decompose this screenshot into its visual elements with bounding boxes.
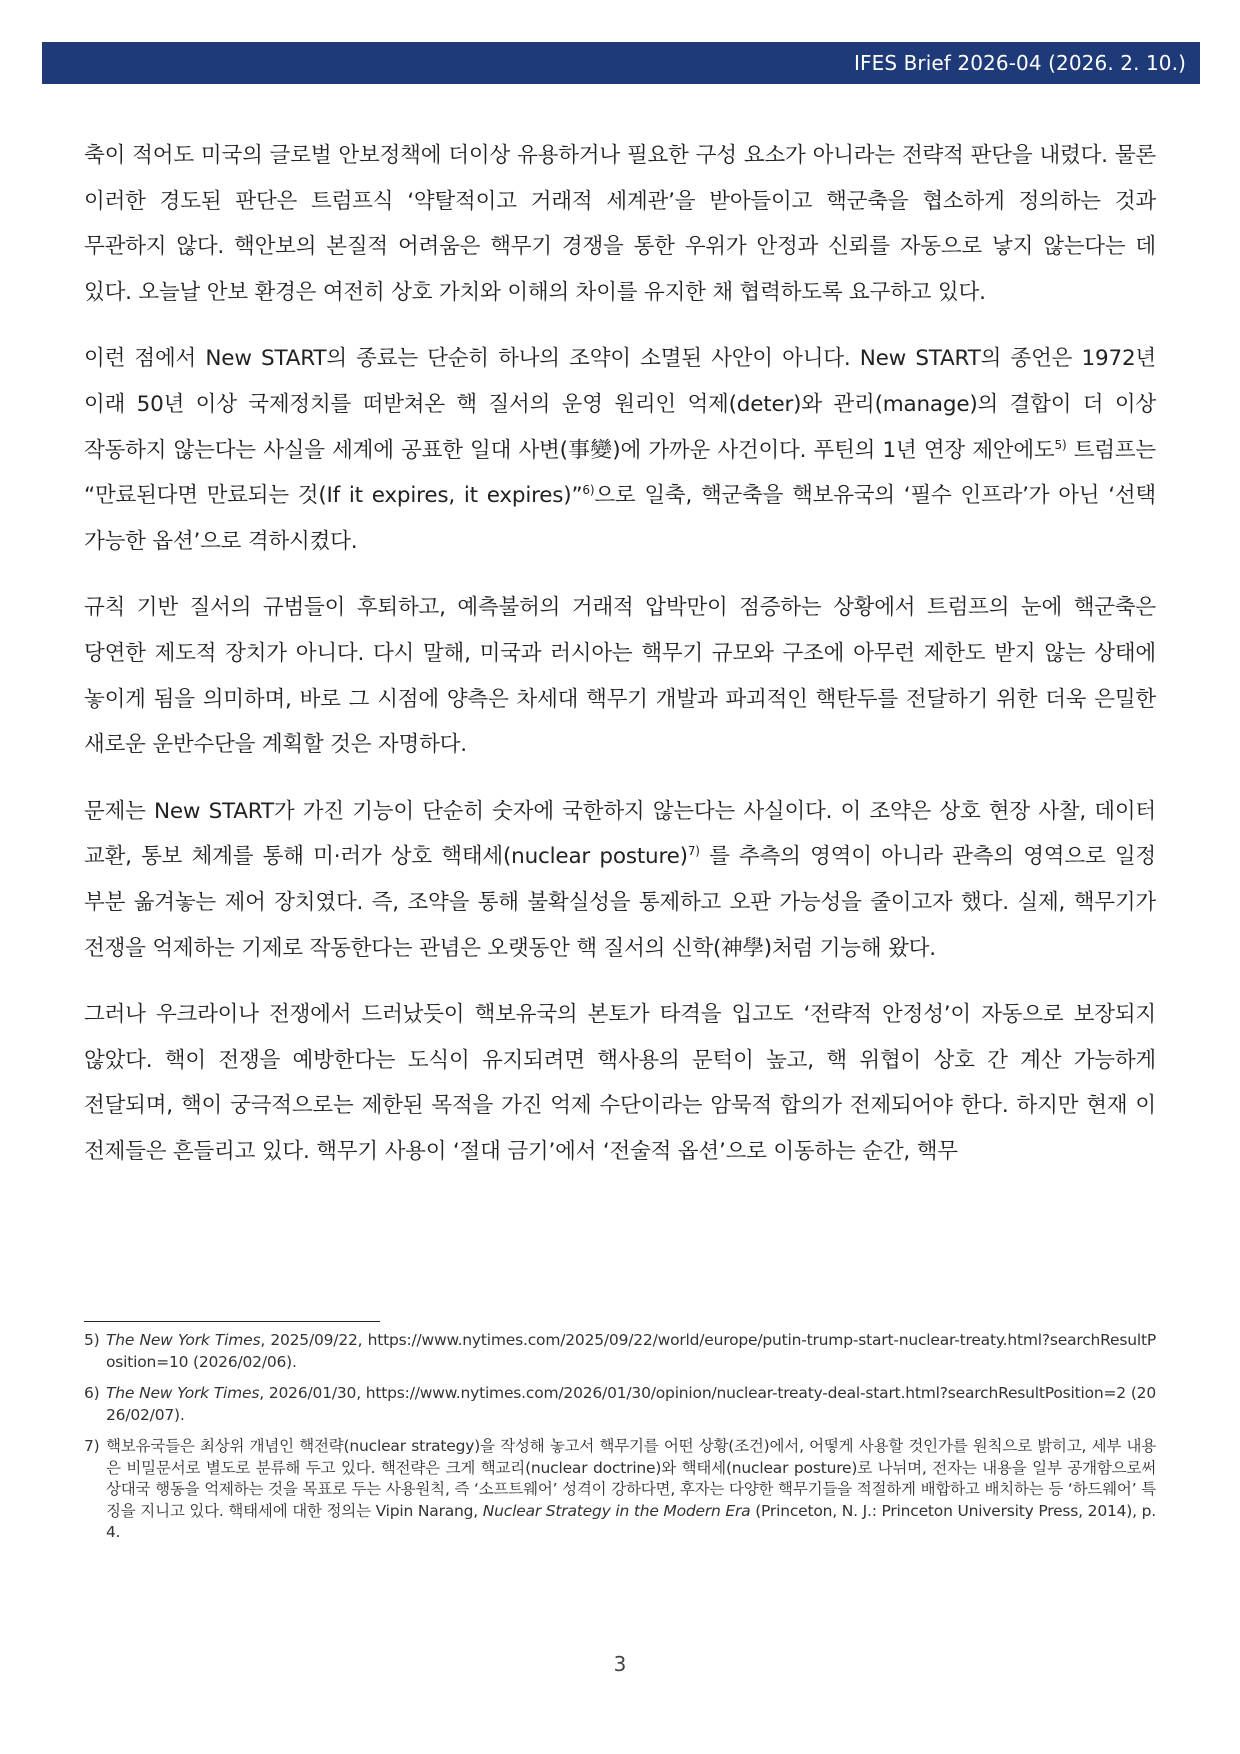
footnote-number: 5) (84, 1331, 100, 1349)
footnote-source: The New York Times (106, 1331, 261, 1349)
paragraph-4-part-2: 를 추측의 영역이 아니라 관측의 영역으로 일정 부분 옮겨놓는 제어 장치였다. 즉, 조약을 통해 불확실성을 통제하고 오판 가능성을 줄이고자 했다. 실제, 핵무기가 전쟁을 억제하는 기제로 작동한다는 관념은 오랫동안 핵 질서의 신학(神學)처럼 기능해 왔다. (84, 844, 1156, 961)
paragraph-2 (84, 336, 1156, 564)
paragraph-1: 축이 적어도 미국의 글로벌 안보정책에 더이상 유용하거나 필요한 구성 요소가 아니라는 전략적 판단을 내렸다. 물론 이러한 경도된 판단은 트럼프식 ‘약탈적이고 거래적 세계관’을 받아들이고 핵군축을 협소하게 정의하는 것과 무관하지 않다. 핵안보의 본질적 어려움은 핵무기 경쟁을 통한 우위가 안정과 신뢰를 자동으로 낳지 않는다는 데 있다. 오늘날 안보 환경은 여전히 상호 가치와 이해의 차이를 유지한 채 협력하도록 요구하고 있다. (84, 143, 1156, 305)
footnote-number: 6) (84, 1384, 100, 1402)
footnote-source: The New York Times (106, 1384, 260, 1402)
header-title: IFES Brief 2026-04 (2026. 2. 10.) (854, 51, 1186, 75)
footnote-citation: (Princeton, N. J.: Princeton University Press, 2014), p. 4. (106, 1501, 1156, 1541)
page-number: 3 (613, 1652, 627, 1676)
footnote-6 (84, 1383, 1156, 1426)
footnote-citation[interactable]: , 2025/09/22, https://www.nytimes.com/2025/09/22/world/europe/putin-trump-start-nuclear-treaty.html?searchResultPosition=10 (2026/02/06). (106, 1331, 1156, 1371)
footnote-5 (84, 1330, 1156, 1373)
footnotes (84, 1330, 1156, 1554)
footnote-body: 핵보유국들은 최상위 개념인 핵전략(nuclear strategy)을 작성해 놓고서 핵무기를 어떤 상황(조건)에서, 어떻게 사용할 것인가를 원칙으로 밝히고, 세부 내용은 비밀문서로 별도로 분류해 두고 있다. 핵전략은 크게 핵교리(nuclear doctrine)와 핵태세(nuclear posture)로 나뉘며, 전자는 내용을 일부 공개함으로써 상대국 행동을 억제하는 것을 목표로 두는 사용원칙, 즉 ‘소프트웨어’ 성격이 강하다면, 후자는 다양한 핵무기들을 적절하게 배합하고 배치하는 등 ‘하드웨어’ 특징을 지니고 있다. 핵태세에 대한 정의는 Vipin Narang, (106, 1437, 1156, 1520)
paragraph-2-part-3: 으로 일축, 핵군축을 핵보유국의 ‘필수 인프라’가 아닌 ‘선택 가능한 옵션’으로 격하시켰다. (84, 483, 1156, 554)
paragraph-4 (84, 789, 1156, 971)
footnote-text (106, 1330, 1156, 1373)
paragraph-4-part-1: 문제는 New START가 가진 기능이 단순히 숫자에 국한하지 않는다는 사실이다. 이 조약은 상호 현장 사찰, 데이터 교환, 통보 체계를 통해 미·러가 상호 핵태세(nuclear posture) (84, 798, 1156, 870)
footnote-7 (84, 1436, 1156, 1544)
header-band (42, 42, 1200, 84)
footnote-ref-7[interactable]: 7) (687, 844, 700, 859)
footnote-ref-5[interactable]: 5) (1054, 437, 1067, 452)
footnote-text (106, 1383, 1156, 1426)
paragraph-2-part-2: 트럼프는 “만료된다면 만료되는 것(If it expires, it expires)” (84, 437, 1156, 509)
footnote-citation[interactable]: , 2026/01/30, https://www.nytimes.com/2026/01/30/opinion/nuclear-treaty-deal-start.html?searchResultPosition=2 (2026/02/07). (106, 1384, 1156, 1424)
paragraph-5: 그러나 우크라이나 전쟁에서 드러났듯이 핵보유국의 본토가 타격을 입고도 ‘전략적 안정성’이 자동으로 보장되지 않았다. 핵이 전쟁을 예방한다는 도식이 유지되려면 핵사용의 문턱이 높고, 핵 위협이 상호 간 계산 가능하게 전달되며, 핵이 궁극적으로는 제한된 목적을 가진 억제 수단이라는 암묵적 합의가 전제되어야 한다. 하지만 현재 이 전제들은 흔들리고 있다. 핵무기 사용이 ‘절대 금기’에서 ‘전술적 옵션’으로 이동하는 순간, 핵무 (84, 1002, 1156, 1164)
body-text (84, 133, 1156, 1195)
footnote-divider (84, 1321, 380, 1322)
footnote-ref-6[interactable]: 6) (582, 483, 595, 497)
paragraph-2-part-1: 이런 점에서 New START의 종료는 단순히 하나의 조약이 소멸된 사안이 아니다. New START의 종언은 1972년 이래 50년 이상 국제정치를 떠받쳐온 핵 질서의 운영 원리인 억제(deter)와 관리(manage)의 결합이 더 이상 작동하지 않는다는 사실을 세계에 공표한 일대 사변(事變)에 가까운 사건이다. 푸틴의 1년 연장 제안에도 (84, 346, 1156, 463)
footnote-number: 7) (84, 1437, 100, 1455)
paragraph-3: 규칙 기반 질서의 규범들이 후퇴하고, 예측불허의 거래적 압박만이 점증하는 상황에서 트럼프의 눈에 핵군축은 당연한 제도적 장치가 아니다. 다시 말해, 미국과 러시아는 핵무기 규모와 구조에 아무런 제한도 받지 않는 상태에 놓이게 됨을 의미하며, 바로 그 시점에 양측은 차세대 핵무기 개발과 파괴적인 핵탄두를 전달하기 위한 더욱 은밀한 새로운 운반수단을 계획할 것은 자명하다. (84, 595, 1156, 758)
footnote-book-title: Nuclear Strategy in the Modern Era (482, 1501, 751, 1520)
footnote-text (106, 1436, 1156, 1544)
